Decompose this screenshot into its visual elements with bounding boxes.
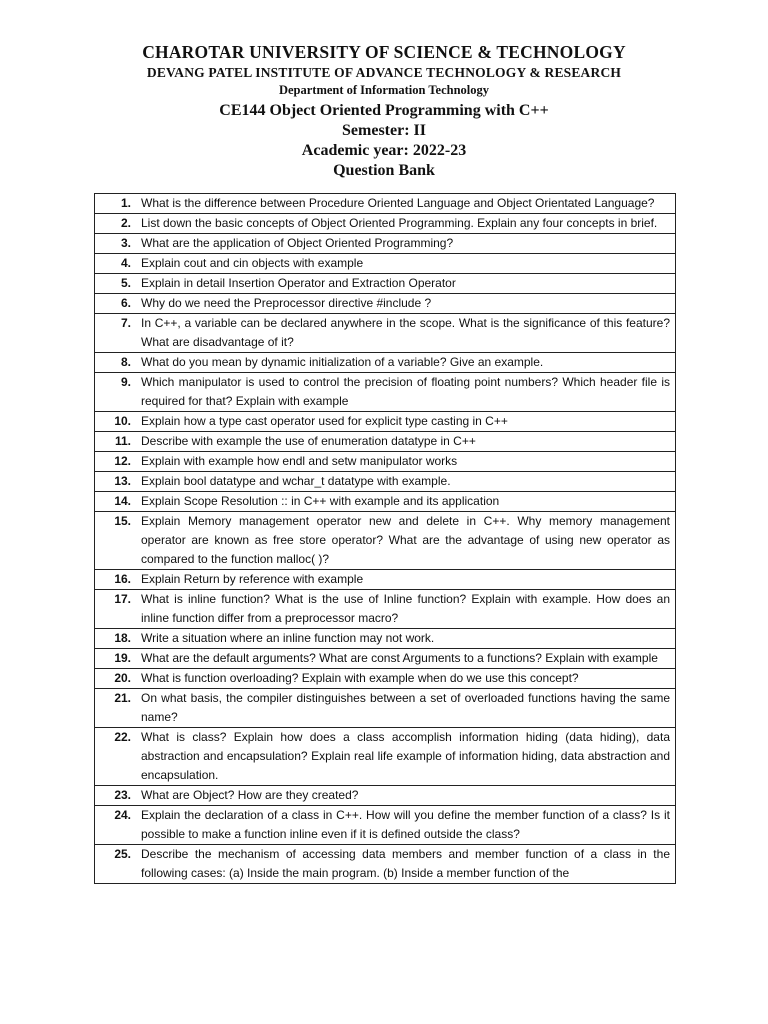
- question-number: 12.: [95, 452, 142, 472]
- question-text: Why do we need the Preprocessor directive #include ?: [141, 294, 676, 314]
- academic-year-label: Academic year: 2022-23: [301, 142, 467, 159]
- question-number: 25.: [95, 845, 142, 884]
- question-text: What are the default arguments? What are const Arguments to a functions? Explain with example: [141, 649, 676, 669]
- question-text: What is function overloading? Explain with example when do we use this concept?: [141, 669, 676, 689]
- table-row: [95, 274, 676, 294]
- department-name: Department of Information Technology: [278, 83, 490, 97]
- question-number: 17.: [95, 590, 142, 629]
- table-row: [95, 649, 676, 669]
- question-text: What are Object? How are they created?: [141, 786, 676, 806]
- question-text: List down the basic concepts of Object Oriented Programming. Explain any four concepts in brief.: [141, 214, 676, 234]
- question-number: 7.: [95, 314, 142, 353]
- question-text: Explain bool datatype and wchar_t datatype with example.: [141, 472, 676, 492]
- question-text: What is class? Explain how does a class accomplish information hiding (data hiding), data abstraction and encapsulation? Explain real life example of information hiding, data abstraction and encapsulation.: [141, 728, 676, 786]
- question-number: 11.: [95, 432, 142, 452]
- table-row: [95, 254, 676, 274]
- question-table: [94, 193, 676, 884]
- question-number: 19.: [95, 649, 142, 669]
- question-text: Explain Return by reference with example: [141, 570, 676, 590]
- question-text: What are the application of Object Oriented Programming?: [141, 234, 676, 254]
- table-row: [95, 669, 676, 689]
- question-text: Explain cout and cin objects with example: [141, 254, 676, 274]
- question-text: Explain Scope Resolution :: in C++ with example and its application: [141, 492, 676, 512]
- table-row: [95, 492, 676, 512]
- semester-label: Semester: II: [342, 122, 426, 139]
- table-row: [95, 214, 676, 234]
- question-number: 9.: [95, 373, 142, 412]
- question-number: 3.: [95, 234, 142, 254]
- question-number: 13.: [95, 472, 142, 492]
- table-row: [95, 728, 676, 786]
- question-number: 21.: [95, 689, 142, 728]
- table-row: [95, 412, 676, 432]
- table-row: [95, 689, 676, 728]
- university-name: CHAROTAR UNIVERSITY OF SCIENCE & TECHNOLOGY: [142, 42, 626, 62]
- page-title: Question Bank: [333, 162, 435, 179]
- table-row: [95, 294, 676, 314]
- table-row: [95, 314, 676, 353]
- table-row: [95, 590, 676, 629]
- table-row: [95, 629, 676, 649]
- question-number: 20.: [95, 669, 142, 689]
- institute-name: DEVANG PATEL INSTITUTE OF ADVANCE TECHNOLOGY & RESEARCH: [146, 65, 622, 80]
- question-number: 5.: [95, 274, 142, 294]
- course-title: CE144 Object Oriented Programming with C++: [219, 102, 549, 119]
- question-text: In C++, a variable can be declared anywhere in the scope. What is the significance of this feature? What are disadvantage of it?: [141, 314, 676, 353]
- table-row: [95, 512, 676, 570]
- question-text: Which manipulator is used to control the precision of floating point numbers? Which header file is required for that? Explain with example: [141, 373, 676, 412]
- table-row: [95, 845, 676, 884]
- table-row: [95, 570, 676, 590]
- question-text: Explain the declaration of a class in C++. How will you define the member function of a class? Is it possible to make a function inline even if it is defined outside the class?: [141, 806, 676, 845]
- table-row: [95, 373, 676, 412]
- table-row: [95, 194, 676, 214]
- question-number: 8.: [95, 353, 142, 373]
- question-number: 2.: [95, 214, 142, 234]
- question-number: 24.: [95, 806, 142, 845]
- table-row: [95, 806, 676, 845]
- question-text: What do you mean by dynamic initialization of a variable? Give an example.: [141, 353, 676, 373]
- table-row: [95, 353, 676, 373]
- table-row: [95, 786, 676, 806]
- question-number: 1.: [95, 194, 142, 214]
- question-number: 14.: [95, 492, 142, 512]
- question-text: Describe the mechanism of accessing data members and member function of a class in the following cases: (a) Inside the main program. (b) Inside a member function of the: [141, 845, 676, 884]
- table-row: [95, 452, 676, 472]
- question-text: Describe with example the use of enumeration datatype in C++: [141, 432, 676, 452]
- question-number: 16.: [95, 570, 142, 590]
- question-number: 6.: [95, 294, 142, 314]
- document-header: [0, 44, 768, 183]
- table-row: [95, 432, 676, 452]
- question-text: What is the difference between Procedure Oriented Language and Object Orientated Language?: [141, 194, 676, 214]
- table-row: [95, 234, 676, 254]
- question-number: 22.: [95, 728, 142, 786]
- question-text: On what basis, the compiler distinguishes between a set of overloaded functions having the same name?: [141, 689, 676, 728]
- question-text: Explain in detail Insertion Operator and Extraction Operator: [141, 274, 676, 294]
- question-text: Write a situation where an inline function may not work.: [141, 629, 676, 649]
- question-number: 10.: [95, 412, 142, 432]
- question-number: 23.: [95, 786, 142, 806]
- table-row: [95, 472, 676, 492]
- question-number: 4.: [95, 254, 142, 274]
- question-text: What is inline function? What is the use of Inline function? Explain with example. How does an inline function differ from a preprocessor macro?: [141, 590, 676, 629]
- question-text: Explain with example how endl and setw manipulator works: [141, 452, 676, 472]
- question-text: Explain how a type cast operator used for explicit type casting in C++: [141, 412, 676, 432]
- question-number: 15.: [95, 512, 142, 570]
- question-text: Explain Memory management operator new and delete in C++. Why memory management operator are known as free store operator? What are the advantage of using new operator as compared to the function malloc( )?: [141, 512, 676, 570]
- question-number: 18.: [95, 629, 142, 649]
